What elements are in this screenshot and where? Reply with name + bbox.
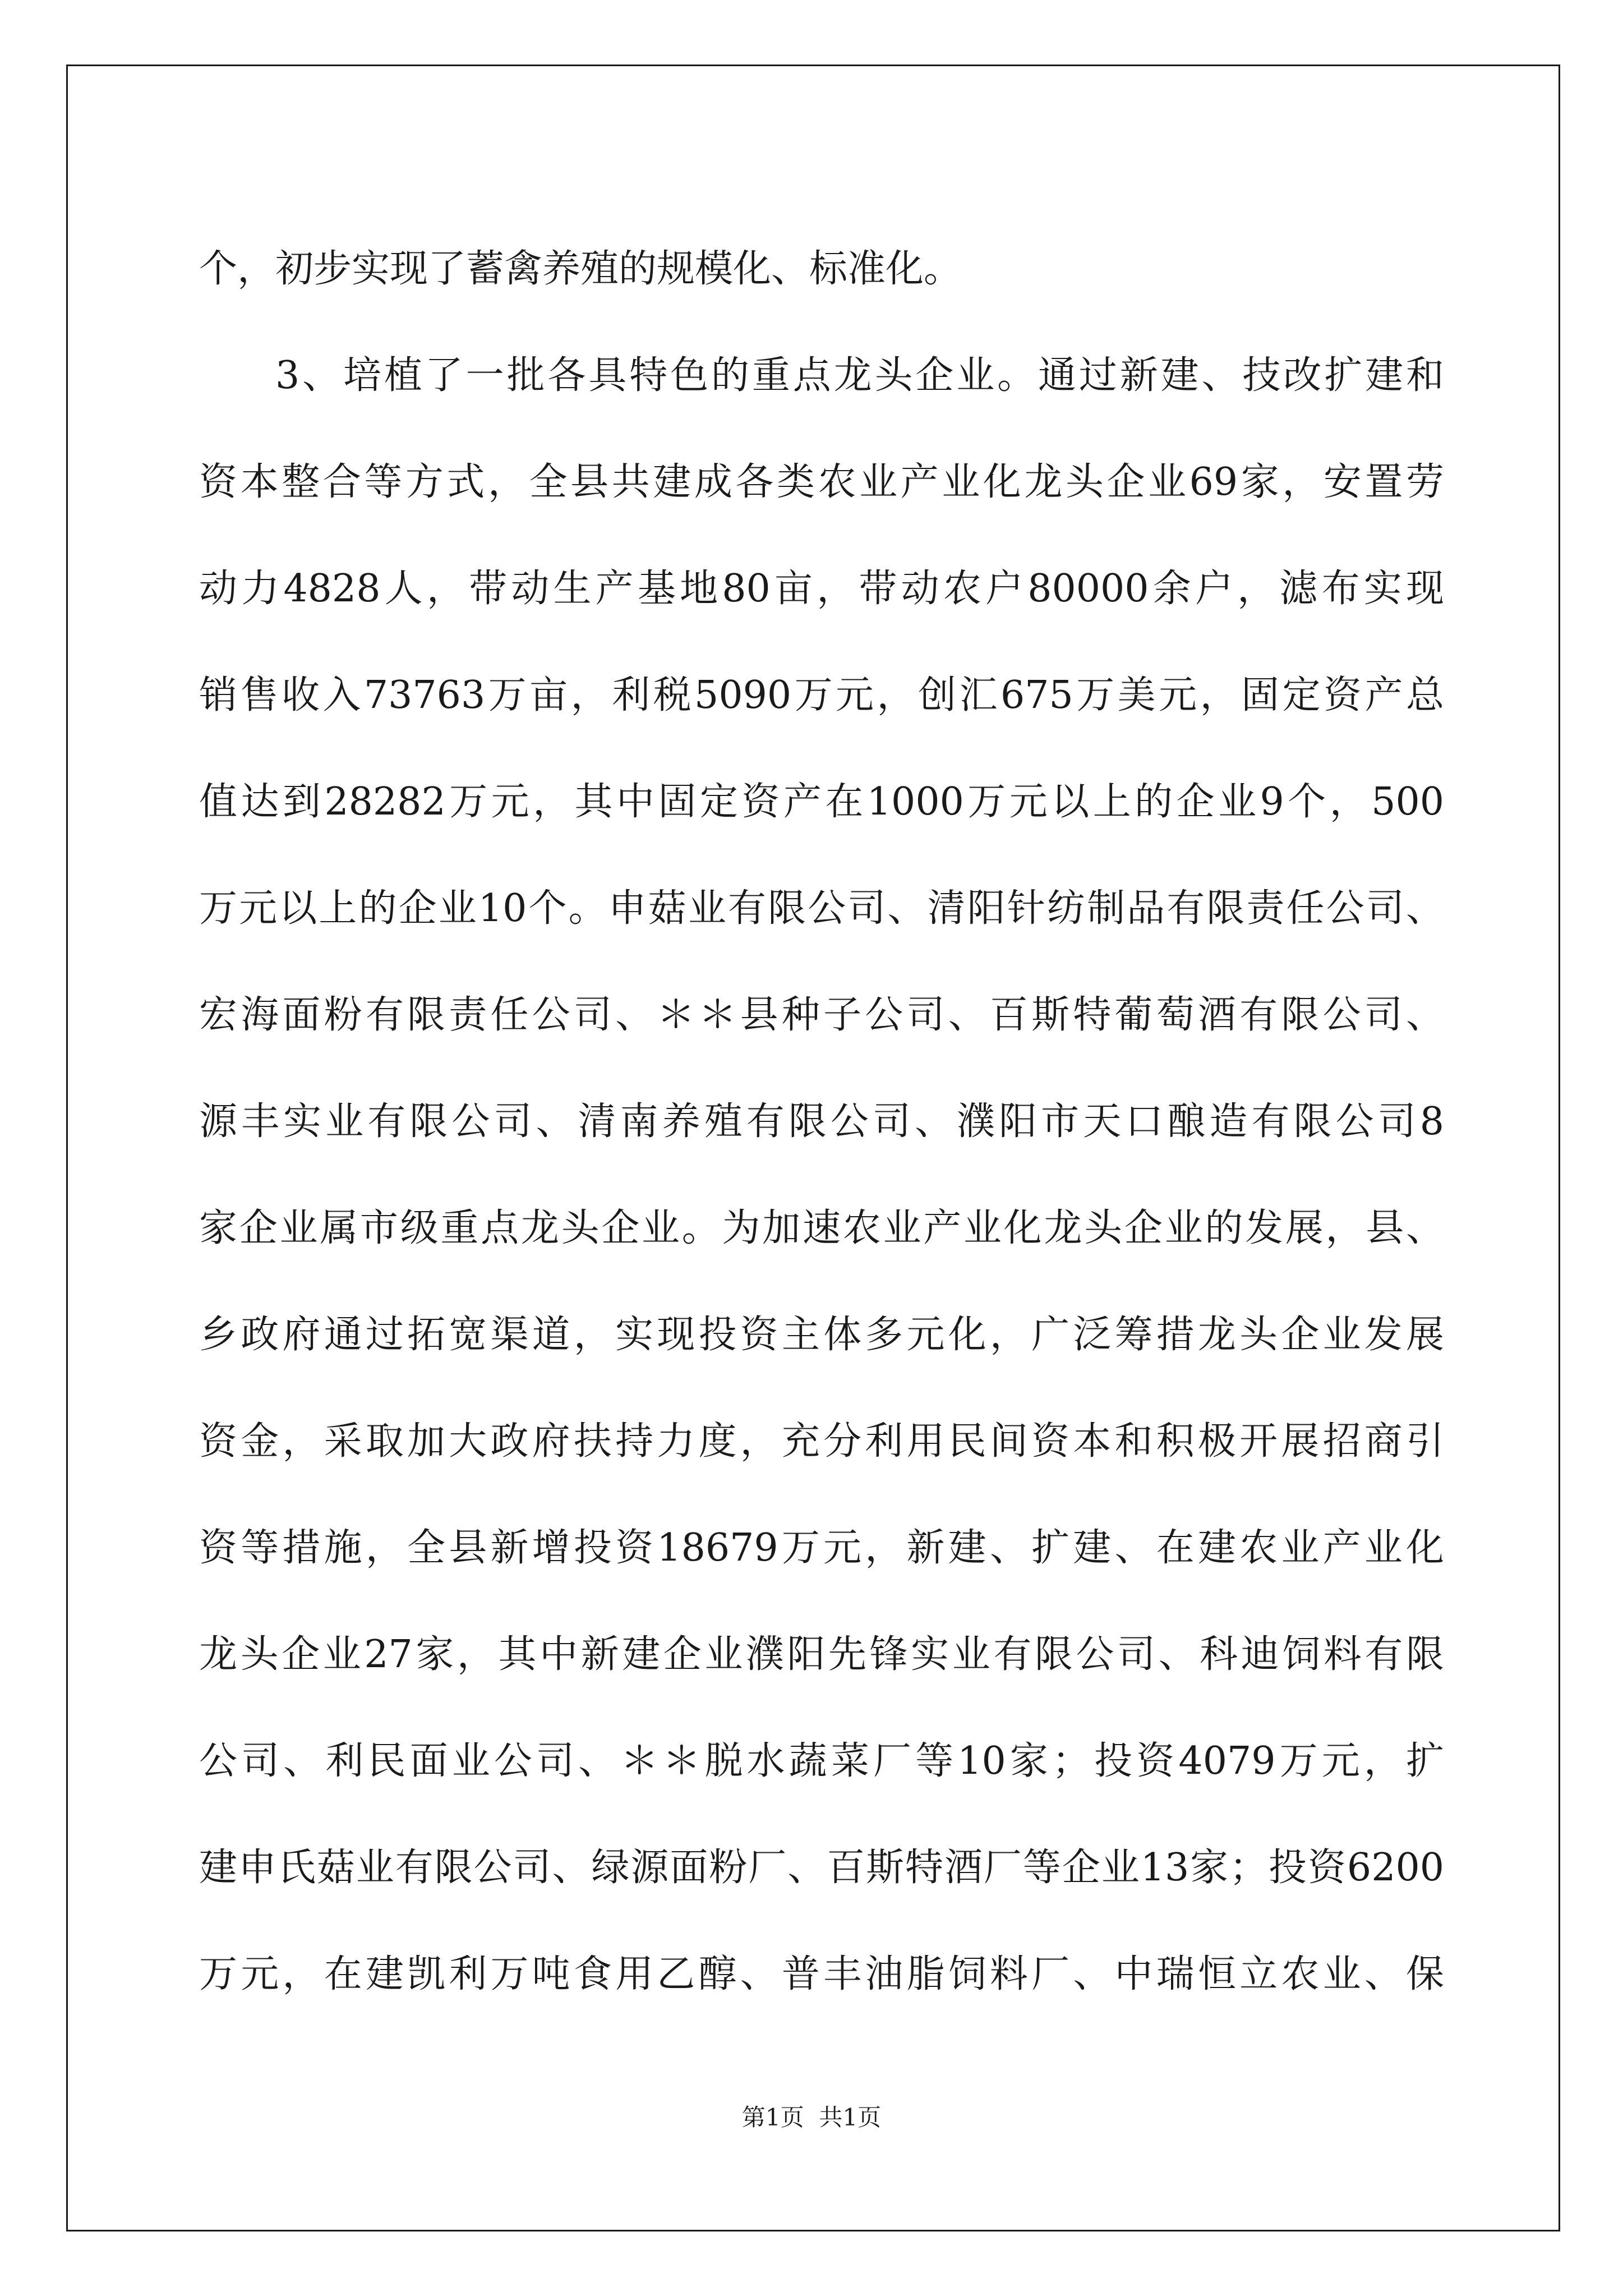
text-line: 3、培植了一批各具特色的重点龙头企业。通过新建、技改扩建和	[275, 353, 1444, 398]
text-line: 万元，在建凯利万吨食用乙醇、普丰油脂饲料厂、中瑞恒立农业、保	[199, 1952, 1444, 1996]
document-body	[199, 216, 1444, 2028]
text-line: 资本整合等方式，全县共建成各类农业产业化龙头企业69家，安置劳	[199, 460, 1444, 504]
text-line: 资等措施，全县新增投资18679万元，新建、扩建、在建农业产业化	[199, 1526, 1444, 1570]
text-line: 源丰实业有限公司、清南养殖有限公司、濮阳市天口酿造有限公司8	[199, 1099, 1444, 1144]
text-line: 资金，采取加大政府扶持力度，充分利用民间资本和积极开展招商引	[199, 1419, 1444, 1464]
text-line: 家企业属市级重点龙头企业。为加速农业产业化龙头企业的发展，县、	[199, 1206, 1444, 1250]
text-line: 建申氏菇业有限公司、绿源面粉厂、百斯特酒厂等企业13家；投资6200	[199, 1846, 1444, 1890]
text-line: 个，初步实现了蓄禽养殖的规模化、标准化。	[199, 247, 962, 291]
text-line: 宏海面粉有限责任公司、＊＊县种子公司、百斯特葡萄酒有限公司、	[199, 993, 1444, 1037]
text-line: 万元以上的企业10个。申菇业有限公司、清阳针纺制品有限责任公司、	[199, 886, 1444, 931]
text-line: 乡政府通过拓宽渠道，实现投资主体多元化，广泛筹措龙头企业发展	[199, 1313, 1444, 1357]
page-number-footer: 第1页 共1页	[741, 2104, 882, 2131]
text-line: 销售收入73763万亩，利税5090万元，创汇675万美元，固定资产总	[199, 673, 1444, 717]
text-line: 龙头企业27家，其中新建企业濮阳先锋实业有限公司、科迪饲料有限	[199, 1632, 1444, 1677]
text-line: 动力4828人，带动生产基地80亩，带动农户80000余户，滤布实现	[199, 567, 1444, 611]
text-line: 公司、利民面业公司、＊＊脱水蔬菜厂等10家；投资4079万元，扩	[199, 1739, 1444, 1783]
text-line: 值达到28282万元，其中固定资产在1000万元以上的企业9个，500	[199, 780, 1444, 824]
